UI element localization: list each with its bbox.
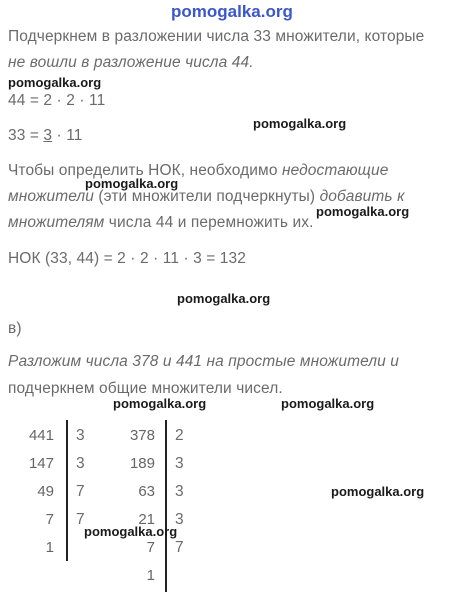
paragraph-line-1-b: недостающие xyxy=(281,162,389,179)
watermark: pomogalka.org xyxy=(84,524,178,539)
table-441-number: 7 xyxy=(45,511,54,528)
paragraph-line-2-c: добавить к xyxy=(319,188,405,205)
table-441-factor: 3 xyxy=(76,427,85,444)
watermark: pomogalka.org xyxy=(85,176,179,191)
table-378-number: 189 xyxy=(129,455,155,472)
table-378-number: 7 xyxy=(146,539,155,556)
paragraph-line-1 xyxy=(8,162,388,180)
table-378-factor: 2 xyxy=(175,427,184,444)
paragraph-line-3 xyxy=(8,214,314,232)
paragraph-line-1-a: Чтобы определить НОК, необходимо xyxy=(8,162,282,179)
table-divider xyxy=(165,420,167,592)
table-441-number: 1 xyxy=(45,539,54,556)
watermark: pomogalka.org xyxy=(253,116,347,131)
watermark: pomogalka.org xyxy=(113,396,207,411)
site-title[interactable]: pomogalka.org xyxy=(171,2,293,21)
table-378-number: 1 xyxy=(146,567,155,584)
watermark: pomogalka.org xyxy=(331,484,425,499)
text-line-1: Подчеркнем в разложении числа 33 множители, которые xyxy=(8,28,425,45)
table-441-factor: 7 xyxy=(76,511,85,528)
paragraph-line-3-b: числа 44 и перемножить их. xyxy=(104,214,314,231)
table-378-factor: 3 xyxy=(175,483,184,500)
watermark: pomogalka.org xyxy=(281,396,375,411)
nok-result: НОК (33, 44) = 2 · 2 · 11 · 3 = 132 xyxy=(8,250,246,267)
table-378-number: 378 xyxy=(129,427,155,444)
paragraph-line-4: Разложим числа 378 и 441 на простые множители и xyxy=(8,353,399,370)
table-441-number: 441 xyxy=(28,427,54,444)
paragraph-line-2-b: (эти множители подчеркнуты) xyxy=(94,188,320,205)
underlined-factor: 3 xyxy=(43,127,53,144)
watermark: pomogalka.org xyxy=(316,204,410,219)
factorization-33-prefix: 33 = xyxy=(8,127,44,144)
table-378-factor: 7 xyxy=(175,539,184,556)
factorization-33 xyxy=(8,127,83,145)
table-378-factor: 3 xyxy=(175,455,184,472)
table-441-factor: 3 xyxy=(76,455,85,472)
watermark: pomogalka.org xyxy=(8,75,102,90)
text-line-2: не вошли в разложение числа 44. xyxy=(8,54,254,71)
table-441-number: 49 xyxy=(37,483,54,500)
watermark: pomogalka.org xyxy=(177,291,271,306)
table-378-number: 21 xyxy=(138,511,155,528)
table-378-factor: 3 xyxy=(175,511,184,528)
table-441-factor: 7 xyxy=(76,483,85,500)
table-441-number: 147 xyxy=(28,455,54,472)
table-378-number: 63 xyxy=(138,483,155,500)
paragraph-line-3-a: множителям xyxy=(8,214,105,231)
table-divider xyxy=(66,420,68,561)
section-label: в) xyxy=(8,320,22,337)
factorization-44: 44 = 2 · 2 · 11 xyxy=(8,92,106,109)
paragraph-line-5-text: подчеркнем общие множители чисел. xyxy=(8,380,283,397)
factorization-33-suffix: · 11 xyxy=(52,127,83,144)
paragraph-line-2-a: множители xyxy=(8,188,94,205)
